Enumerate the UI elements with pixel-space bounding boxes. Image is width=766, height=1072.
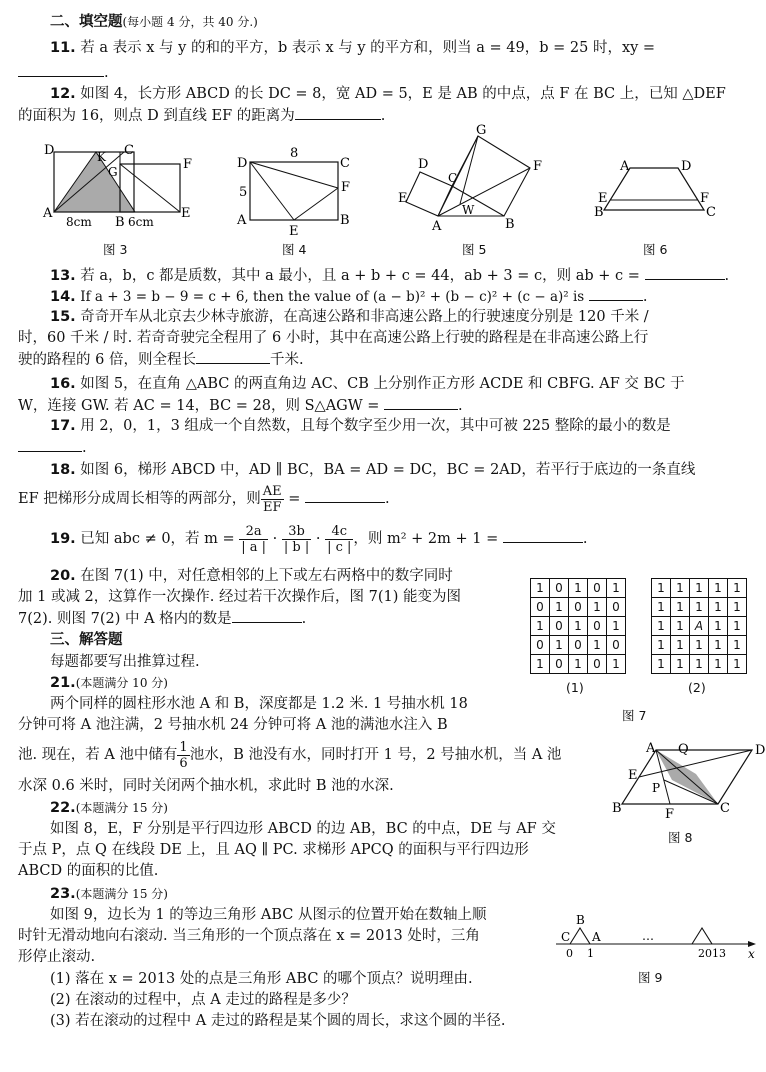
q12-number: 12. xyxy=(50,86,76,102)
fig7-grid1-row xyxy=(531,598,626,617)
q22-line3 xyxy=(18,861,158,881)
q18-frac-top: AE xyxy=(262,483,282,499)
fig4-label-B: B xyxy=(340,213,350,228)
q14-text: If a + 3 = b − 9 = c + 6, then the value of (a − b)² + (b − c)² + (c − a)² is xyxy=(80,289,585,305)
q12-text2: 的面积为 16，则点 D 到直线 EF 的距离为 xyxy=(18,108,295,124)
q22-header xyxy=(50,798,168,818)
q18-text2a: EF 把梯形分成周长相等的两部分，则 xyxy=(18,491,261,507)
fig7-grid1-cell: 0 xyxy=(569,636,588,655)
figure-9 xyxy=(552,910,762,962)
q20-line2 xyxy=(18,587,461,607)
fig7-grid1-cell: 0 xyxy=(531,636,550,655)
q14-number: 14. xyxy=(50,289,76,305)
fig3-label-F: F xyxy=(183,157,193,172)
q23-score: (本题满分 15 分) xyxy=(75,887,168,901)
fig5-label-G: G xyxy=(476,123,487,138)
q17-blank[interactable] xyxy=(18,437,82,452)
q19-f1-top: 2a xyxy=(239,524,268,540)
q23-number: 23. xyxy=(50,886,76,902)
q21-line4 xyxy=(18,776,394,796)
q22-number: 22. xyxy=(50,800,76,816)
fig7-grid2-row xyxy=(652,598,747,617)
q18-end: . xyxy=(385,491,390,507)
fig6-label-B: B xyxy=(594,205,604,220)
q23-sub3: (3) 若在滚动的过程中 A 走过的路程是某个圆的周长，求这个圆的半径. xyxy=(50,1013,506,1029)
q23-sub2-line xyxy=(50,990,752,1010)
fig7-grid2-cell: 1 xyxy=(709,636,728,655)
q19-text-a: 已知 abc ≠ 0，若 m = xyxy=(80,531,235,547)
q19-f2-top: 3b xyxy=(282,524,311,540)
q22-line2 xyxy=(18,840,529,860)
fig9-label-1: 1 xyxy=(587,947,594,960)
fig7-grid1-cell: 1 xyxy=(550,636,569,655)
q13-number: 13. xyxy=(50,268,76,284)
fig8-label-B: B xyxy=(612,801,622,816)
fig7-grid2-cell: 1 xyxy=(671,579,690,598)
fig9-ellipsis: … xyxy=(642,929,654,943)
q23-sub3-line xyxy=(50,1011,752,1031)
q11-blank[interactable] xyxy=(18,62,104,77)
fig7-grid-2 xyxy=(651,578,747,674)
fig3-caption: 图 3 xyxy=(103,242,128,257)
q19-f2-bottom: | b | xyxy=(283,539,310,555)
fig7-label-2: (2) xyxy=(688,680,706,695)
q15-text1: 奇奇开车从北京去少林寺旅游，在高速公路和非高速公路上的行驶速度分别是 120 千米 / xyxy=(80,309,649,325)
q21-number: 21. xyxy=(50,675,76,691)
q22-text1: 如图 8，E，F 分别是平行四边形 ABCD 的边 AB，BC 的中点，DE 与 AF 交 xyxy=(50,821,556,837)
fig7-grid1-cell: 0 xyxy=(588,655,607,674)
q14-blank[interactable] xyxy=(589,286,643,301)
fig4-label-C: C xyxy=(340,156,350,171)
q23-text2: 时针无滑动地向右滚动. 当三角形的一个顶点落在 x = 2013 处时，三角 xyxy=(18,928,480,944)
fig4-caption: 图 4 xyxy=(282,242,307,257)
q21-text4: 水深 0.6 米时，同时关闭两个抽水机，求此时 B 池的水深. xyxy=(18,778,394,794)
section2-header xyxy=(50,12,752,32)
fig7-grid2-cell: 1 xyxy=(652,598,671,617)
q23-text3: 形停止滚动. xyxy=(18,949,96,965)
q20-line1 xyxy=(50,566,453,586)
fig5-label-A: A xyxy=(432,219,442,234)
q18-number: 18. xyxy=(50,462,76,478)
q20-text2: 加 1 或减 2，这算作一次操作. 经过若干次操作后，图 7(1) 能变为图 xyxy=(18,589,461,605)
fig4-label-8: 8 xyxy=(290,146,299,161)
figure-5 xyxy=(398,124,558,236)
fig7-grid2-cell: 1 xyxy=(690,579,709,598)
q16-text1: 如图 5，在直角 △ABC 的两直角边 AC、CB 上分别作正方形 ACDE 和 CBFG. AF 交 BC 于 xyxy=(80,376,685,392)
fig7-grid1-cell: 1 xyxy=(531,579,550,598)
q23-sub2: (2) 在滚动的过程中，点 A 走过的路程是多少？ xyxy=(50,992,356,1008)
q15-number: 15. xyxy=(50,309,76,325)
q19-fraction-2 xyxy=(282,524,311,555)
q19-f3-top: 4c xyxy=(325,524,353,540)
q16-blank[interactable] xyxy=(384,395,458,410)
fig8-label-D: D xyxy=(755,743,766,758)
fig7-grid1-cell: 1 xyxy=(531,617,550,636)
fig7-grid-1 xyxy=(530,578,626,674)
section3-title: 三、解答题 xyxy=(50,632,123,648)
q11-end: . xyxy=(104,65,109,81)
q21-line3 xyxy=(18,738,561,772)
fig7-grid2-cell: 1 xyxy=(728,598,747,617)
q11-number: 11. xyxy=(50,40,76,56)
q21-score: (本题满分 10 分) xyxy=(75,676,168,690)
q16-text2: W，连接 GW. 若 AC = 14，BC = 28，则 S△AGW = xyxy=(18,398,380,414)
fig7-grid1-cell: 0 xyxy=(531,598,550,617)
q18-blank[interactable] xyxy=(305,488,385,503)
section2-title: 二、填空题 xyxy=(50,14,123,30)
fig7-grid2-cell: 1 xyxy=(690,598,709,617)
q17-line2 xyxy=(18,437,752,458)
fig7-grid2-cell: 1 xyxy=(671,617,690,636)
q15-line3 xyxy=(18,349,752,370)
fig7-grid1-cell: 0 xyxy=(588,617,607,636)
q19-blank[interactable] xyxy=(503,528,583,543)
fig7-grid2-cell: 1 xyxy=(671,655,690,674)
q12-line1 xyxy=(50,84,752,104)
fig9-label-x: x xyxy=(748,947,755,961)
q21-line2 xyxy=(18,715,448,735)
fig5-label-B: B xyxy=(505,217,515,232)
q18-fraction xyxy=(261,484,284,515)
q23-text1: 如图 9，边长为 1 的等边三角形 ABC 从图示的位置开始在数轴上顺 xyxy=(50,907,487,923)
fig7-grid1-row xyxy=(531,617,626,636)
q23-header xyxy=(50,884,168,904)
q15-text2: 时，60 千米 / 时. 若奇奇驶完全程用了 6 小时，其中在高速公路上行驶的路程是在非高速公路上行 xyxy=(18,330,649,346)
q20-text3: 7(2). 则图 7(2) 中 A 格内的数是 xyxy=(18,611,232,627)
fig8-label-E: E xyxy=(628,768,638,783)
fig7-grid2-cell: 1 xyxy=(728,617,747,636)
fig7-grid1-row xyxy=(531,579,626,598)
q14 xyxy=(50,286,752,307)
fig7-grid1-cell: 1 xyxy=(550,598,569,617)
fig4-label-A: A xyxy=(237,213,247,228)
fig7-grid2-row xyxy=(652,636,747,655)
fig9-label-A: A xyxy=(592,930,601,944)
fig3-label-D: D xyxy=(44,143,55,158)
q13-text: 若 a，b，c 都是质数，其中 a 最小，且 a + b + c = 44，ab + 3 = c，则 ab + c = xyxy=(80,268,640,284)
q15-line1 xyxy=(50,307,752,327)
fig3-label-E: E xyxy=(181,206,191,221)
q21-text3b: 池水，B 池没有水，同时打开 1 号，2 号抽水机，当 A 池 xyxy=(189,747,562,763)
fig7-grid1-cell: 0 xyxy=(550,617,569,636)
fig8-caption: 图 8 xyxy=(668,830,693,845)
q21-fraction xyxy=(177,740,189,771)
q21-line1 xyxy=(50,694,468,714)
q23-sub1: (1) 落在 x = 2013 处的点是三角形 ABC 的哪个顶点？说明理由. xyxy=(50,971,473,987)
q13-end: . xyxy=(724,268,730,284)
fig3-label-6cm: 6cm xyxy=(128,215,154,229)
figure-4 xyxy=(230,140,360,240)
fig7-grid2-cell: 1 xyxy=(709,655,728,674)
fig5-caption: 图 5 xyxy=(462,242,487,257)
q19-dot-1: · xyxy=(272,531,278,547)
fig3-label-A: A xyxy=(43,206,53,221)
fig7-caption: 图 7 xyxy=(622,708,647,723)
q13-blank[interactable] xyxy=(645,265,725,280)
fig7-grid2-row xyxy=(652,579,747,598)
q11-answer-line xyxy=(18,62,752,83)
q22-text2: 于点 P，点 Q 在线段 DE 上，且 AQ ∥ PC. 求梯形 APCQ 的面积与平行四边形 xyxy=(18,842,529,858)
q12-blank[interactable] xyxy=(295,105,381,120)
q20-line3 xyxy=(18,608,306,629)
fig7-grid2-cell: 1 xyxy=(709,598,728,617)
fig7-grid1-cell: 1 xyxy=(607,579,626,598)
fig7-grid2-cell: 1 xyxy=(671,636,690,655)
fig5-label-W: W xyxy=(462,203,475,217)
fig7-grid1-cell: 1 xyxy=(569,655,588,674)
fig7-grid2-row xyxy=(652,655,747,674)
fig7-grid1-cell: 0 xyxy=(550,655,569,674)
q23-line2 xyxy=(18,926,480,946)
q20-text1: 在图 7(1) 中，对任意相邻的上下或左右两格中的数字同时 xyxy=(80,568,453,584)
q20-end: . xyxy=(301,611,307,627)
fig7-label-1: (1) xyxy=(566,680,584,695)
q19-f3-bottom: | c | xyxy=(327,539,352,555)
fig5-label-C: C xyxy=(448,171,458,185)
q11-text: 若 a 表示 x 与 y 的和的平方，b 表示 x 与 y 的平方和，则当 a = 49，b = 25 时，xy = xyxy=(80,40,656,56)
fig7-grid1-cell: 0 xyxy=(588,579,607,598)
fig7-grid1-cell: 0 xyxy=(550,579,569,598)
q16-line1 xyxy=(50,374,752,394)
q21-header xyxy=(50,673,168,693)
fig5-label-E: E xyxy=(398,191,408,206)
q19-fraction-1 xyxy=(239,524,268,555)
fig7-grid2-cell: 1 xyxy=(652,636,671,655)
q16-number: 16. xyxy=(50,376,76,392)
q15-line2 xyxy=(18,328,752,348)
fig8-label-A: A xyxy=(646,741,656,756)
q18-equals: = xyxy=(288,491,301,507)
figure-3 xyxy=(40,128,193,230)
q18-text1: 如图 6，梯形 ABCD 中，AD ∥ BC，BA = AD = DC，BC = 2AD，若平行于底边的一条直线 xyxy=(80,462,696,478)
fig3-label-G: G xyxy=(108,165,118,179)
fig9-label-B: B xyxy=(576,913,585,927)
fig7-grid2-cell: 1 xyxy=(709,617,728,636)
section3-title-line xyxy=(50,630,123,650)
fig4-label-D: D xyxy=(237,156,248,171)
q13 xyxy=(50,265,752,286)
fig7-grid2-cell: 1 xyxy=(671,598,690,617)
q19-f1-bottom: | a | xyxy=(241,539,267,555)
q15-blank[interactable] xyxy=(196,349,270,364)
fig7-grid2-cell: 1 xyxy=(728,655,747,674)
fig3-label-B: B xyxy=(115,215,125,230)
fig7-grid2-cell: 1 xyxy=(728,636,747,655)
q23-line3 xyxy=(18,947,95,967)
q19-number: 19. xyxy=(50,531,76,547)
fig7-grid1-cell: 0 xyxy=(569,598,588,617)
fig7-grid1-cell: 0 xyxy=(607,636,626,655)
q16-end: . xyxy=(458,398,463,414)
q22-line1 xyxy=(50,819,556,839)
fig6-caption: 图 6 xyxy=(643,242,668,257)
q15-text3: 驶的路程的 6 倍，则全程长 xyxy=(18,352,196,368)
fig9-label-0: 0 xyxy=(566,947,573,960)
q21-frac-bottom: 6 xyxy=(179,755,188,771)
q11 xyxy=(50,38,752,58)
q18-frac-bottom: EF xyxy=(262,499,282,515)
fig6-label-F: F xyxy=(700,191,710,206)
fig7-grid1-cell: 1 xyxy=(569,579,588,598)
fig7-grid2-cell: 1 xyxy=(709,579,728,598)
q22-text3: ABCD 的面积的比值. xyxy=(18,863,159,879)
q15-text3b: 千米. xyxy=(269,352,304,368)
q20-blank[interactable] xyxy=(232,608,302,623)
fig7-grid2-cell: 1 xyxy=(652,617,671,636)
fig9-label-C: C xyxy=(561,930,571,944)
fig7-grid1-cell: 1 xyxy=(607,655,626,674)
q17-end: . xyxy=(82,440,87,456)
figure-8 xyxy=(612,741,766,822)
fig5-label-F: F xyxy=(533,159,543,174)
fig7-grid2-cell: 1 xyxy=(690,655,709,674)
fig3-label-K: K xyxy=(97,150,106,164)
q20-number: 20. xyxy=(50,568,76,584)
fig8-label-Q: Q xyxy=(678,742,689,757)
q22-score: (本题满分 15 分) xyxy=(75,801,168,815)
fig7-grid1-cell: 1 xyxy=(569,617,588,636)
fig7-grid2-cell: 1 xyxy=(652,579,671,598)
q21-text1: 两个同样的圆柱形水池 A 和 B，深度都是 1.2 米. 1 号抽水机 18 xyxy=(50,696,468,712)
q23-line1 xyxy=(50,905,487,925)
fig7-grid1-cell: 0 xyxy=(607,598,626,617)
fig7-grid2-cell: 1 xyxy=(690,636,709,655)
q21-text2: 分钟可将 A 池注满，2 号抽水机 24 分钟可将 A 池的满池水注入 B xyxy=(18,717,448,733)
fig5-label-D: D xyxy=(418,157,429,172)
fig3-label-C: C xyxy=(124,143,134,158)
q17-line1 xyxy=(50,416,752,436)
fig6-label-C: C xyxy=(706,205,716,220)
q18-line2 xyxy=(18,482,752,516)
q12-text1: 如图 4，长方形 ABCD 的长 DC = 8，宽 AD = 5，E 是 AB 的中点，点 F 在 BC 上，已知 △DEF xyxy=(80,86,726,102)
fig3-label-8cm: 8cm xyxy=(66,215,92,229)
fig7-grid2-row xyxy=(652,617,747,636)
section3-note-line xyxy=(50,652,200,672)
q16-line2 xyxy=(18,395,752,416)
q19-fraction-3 xyxy=(325,524,353,555)
fig4-label-F: F xyxy=(341,180,351,195)
fig7-grid2-cell: A xyxy=(690,617,709,636)
q21-text3a: 池. 现在，若 A 池中储有 xyxy=(18,747,178,763)
q17-text: 用 2，0，1，3 组成一个自然数，且每个数字至少用一次，其中可被 225 整除的最小的数是 xyxy=(80,418,671,434)
fig8-label-P: P xyxy=(652,781,661,795)
figure-6 xyxy=(590,152,720,232)
fig7-grid1-row xyxy=(531,655,626,674)
fig7-grid1-row xyxy=(531,636,626,655)
fig7-grid2-cell: 1 xyxy=(652,655,671,674)
q19-dot-2: · xyxy=(315,531,321,547)
q21-frac-top: 1 xyxy=(179,739,188,755)
fig4-label-5: 5 xyxy=(239,185,248,200)
fig9-label-2013: 2013 xyxy=(698,947,726,960)
fig8-label-F: F xyxy=(665,807,675,822)
q19-text-b: ，则 m² + 2m + 1 = xyxy=(353,531,499,547)
fig7-grid1-cell: 1 xyxy=(531,655,550,674)
fig6-label-A: A xyxy=(620,159,630,174)
q19 xyxy=(50,522,752,556)
q12-end: . xyxy=(380,108,386,124)
q18-line1 xyxy=(50,460,752,480)
q19-end: . xyxy=(582,531,588,547)
fig4-label-E: E xyxy=(289,224,299,239)
fig7-grid1-cell: 1 xyxy=(588,636,607,655)
section2-note: (每小题 4 分，共 40 分.) xyxy=(122,15,258,29)
q14-end: . xyxy=(642,289,648,305)
fig7-grid2-cell: 1 xyxy=(728,579,747,598)
fig9-caption: 图 9 xyxy=(638,970,663,985)
fig6-label-E: E xyxy=(598,191,608,206)
fig7-grid1-cell: 1 xyxy=(607,617,626,636)
fig7-grid1-cell: 1 xyxy=(588,598,607,617)
q17-number: 17. xyxy=(50,418,76,434)
section3-note: 每题都要写出推算过程. xyxy=(50,654,200,670)
q12-line2 xyxy=(18,105,752,126)
fig8-label-C: C xyxy=(720,801,730,816)
fig6-label-D: D xyxy=(681,159,692,174)
